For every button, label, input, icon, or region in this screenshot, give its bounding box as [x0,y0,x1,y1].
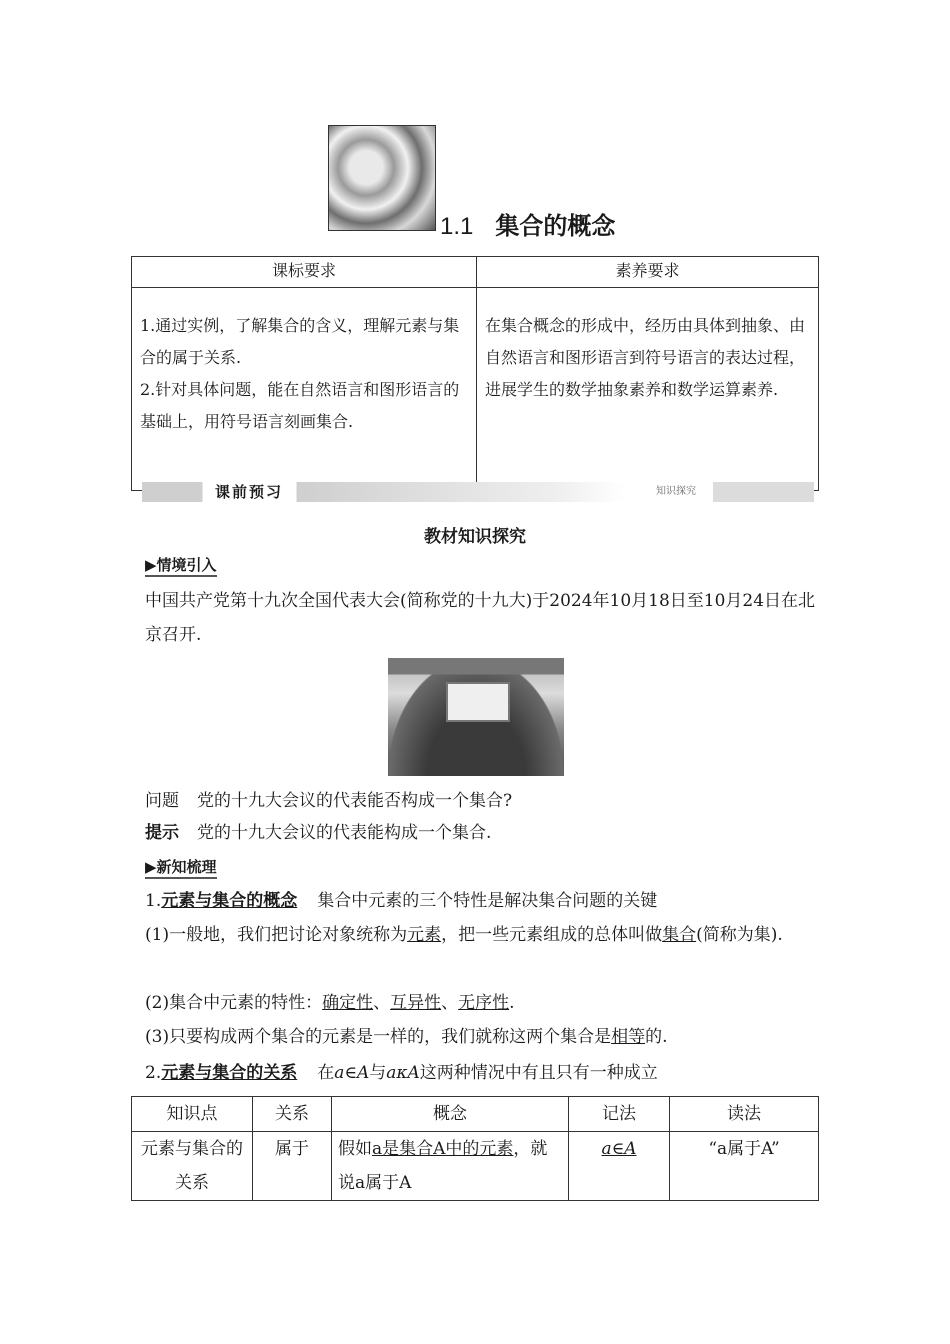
point1-a [145,918,817,952]
term-unorderedness: 无序性 [458,993,510,1013]
cell-relation: 属于 [253,1132,332,1201]
cell-notation [569,1132,670,1201]
term-definiteness: 确定性 [322,993,374,1013]
cell-topic: 元素与集合的关系 [132,1132,253,1201]
concept-underlined: a是集合A中的元素 [372,1139,514,1159]
curriculum-requirements [132,288,477,491]
th-reading: 读法 [670,1097,819,1132]
th-notation: 记法 [569,1097,670,1132]
p1c-post: 的. [645,1027,668,1047]
section-bar-right-label: 知识探究 [656,486,696,497]
hint-line [145,816,817,850]
intro-text: 中国共产党第十九次全国代表大会(简称党的十九大)于2024年10月18日至10月24日在北京召开. [145,591,816,645]
p2-note-mid: 与 [369,1063,387,1083]
point1-b: (2)集合中元素的特性：确定性、互异性、无序性. [145,993,515,1013]
curriculum-item-1: 1.通过实例，了解集合的含义，理解元素与集合的属于关系. [140,316,460,367]
section-bar-label: 课前预习 [215,483,284,501]
relation-table [131,1096,819,1201]
p1b-pre: (2)集合中元素的特性： [145,993,323,1013]
point1-c [145,1020,817,1054]
question-line [145,784,817,818]
cell-reading: “a属于A” [670,1132,819,1201]
concept-post: ，就说a属于A [338,1139,548,1193]
tag-intro-label: ▶情境引入 [145,556,217,577]
header-curriculum: 课标要求 [132,257,477,288]
point1-note: 集合中元素的三个特性是解决集合问题的关键 [317,891,658,911]
tag-new [145,856,217,877]
point1-title: 元素与集合的概念 [161,891,298,911]
photo-stage [446,682,510,722]
chapter-header-image [328,125,436,231]
tag-new-label: ▶新知梳理 [145,858,217,879]
th-relation: 关系 [253,1097,332,1132]
term-element: 元素 [407,925,442,945]
hint-text: 党的十九大会议的代表能构成一个集合. [197,823,492,843]
p1a-mid: ，把一些元素组成的总体叫做 [441,925,663,945]
p1a-post: (简称为集). [696,925,783,945]
question-label: 问题 [145,791,179,811]
term-equal: 相等 [611,1027,646,1047]
literacy-requirements: 在集合概念的形成中，经历由具体到抽象、由自然语言和图形语言到符号语言的表达过程，进展学生的数学抽象素养和数学运算素养. [477,288,819,491]
question-text: 党的十九大会议的代表能否构成一个集合? [197,791,513,811]
cell-concept [332,1132,569,1201]
th-concept: 概念 [332,1097,569,1132]
p2-note-post: 这两种情况中有且只有一种成立 [419,1063,658,1083]
congress-hall-photo [388,658,564,776]
point1-line: 1.元素与集合的概念 集合中元素的三个特性是解决集合问题的关键 [145,891,658,911]
section-bar-preview [142,482,814,502]
notation-value: a∈A [601,1139,637,1159]
knowledge-heading: 教材知识探究 [424,527,526,547]
p2-note-b: aκA [386,1063,420,1083]
term-distinctness: 互异性 [390,993,442,1013]
p2-note-a: a∈A [334,1063,370,1083]
hint-label: 提示 [145,823,179,843]
term-set: 集合 [662,925,697,945]
section-title: 集合的概念 [495,212,616,240]
th-topic: 知识点 [132,1097,253,1132]
concept-pre: 假如 [338,1139,372,1159]
p1c-pre: (3)只要构成两个集合的元素是一样的，我们就称这两个集合是 [145,1027,612,1047]
requirements-table [131,256,819,491]
tag-intro [145,554,217,575]
chapter-title [440,206,615,241]
section-number: 1.1 [440,213,474,240]
point2-line: 2.元素与集合的关系 在a∈A与aκA这两种情况中有且只有一种成立 [145,1063,658,1083]
p2-note-pre: 在 [317,1063,335,1083]
curriculum-item-2: 2.针对具体问题，能在自然语言和图形语言的基础上，用符号语言刻画集合. [140,380,460,431]
p1a-pre: (1)一般地，我们把讨论对象统称为 [145,925,408,945]
header-literacy: 素养要求 [477,257,819,288]
point2-title: 元素与集合的关系 [161,1063,298,1083]
